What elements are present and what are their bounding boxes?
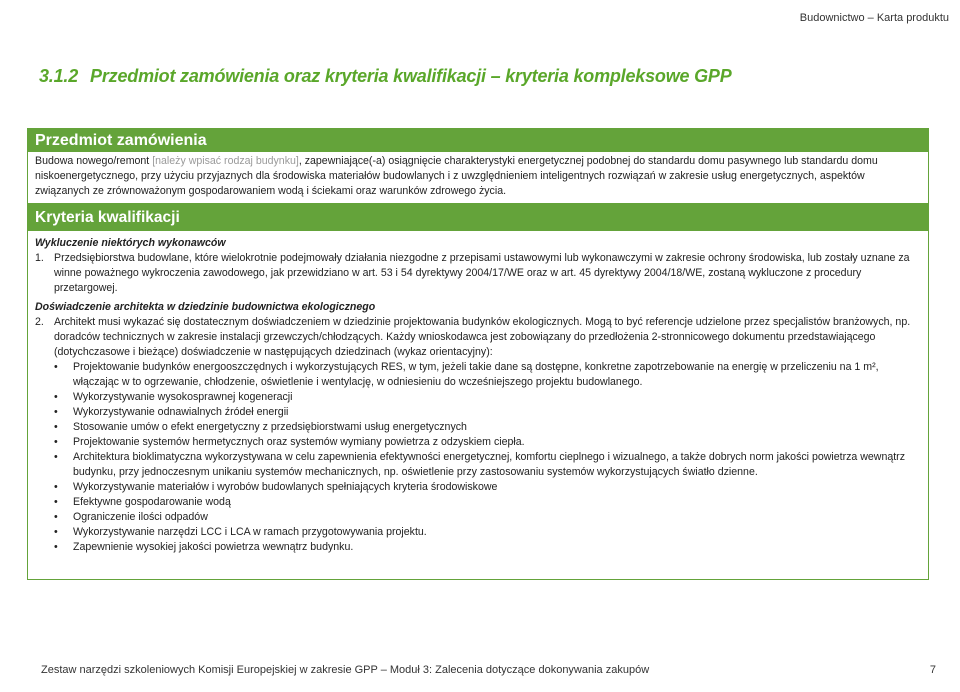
bullet-item <box>54 510 921 525</box>
exclusion-text: Przedsiębiorstwa budowlane, które wielokrotnie podejmowały działania niezgodne z przepisami ustawowymi lub wykonawczymi w zakresie ochrony środowiska, lub zostały uznane za winne poważnego wykroczenia zawodowego, jak przewidziano w art. 53 i 54 dyrektywy 2004/17/WE oraz w art. 45 dyrektywy 2004/18/WE, zostaną wykluczone z procedury przetargowej. <box>54 252 910 294</box>
bullet-item <box>54 525 921 540</box>
section-number: 3.1.2 <box>39 66 79 86</box>
exclusion-title: Wykluczenie niektórych wykonawców <box>35 237 226 249</box>
footer-text: Zestaw narzędzi szkoleniowych Komisji Europejskiej w zakresie GPP – Moduł 3: Zalecenia dotyczące dokonywania zakupów <box>41 664 650 676</box>
bullet-icon: • <box>54 406 58 418</box>
criteria-heading: Kryteria kwalifikacji <box>28 204 928 231</box>
running-header: Budownictwo – Karta produktu <box>799 12 949 24</box>
bullet-icon: • <box>54 361 58 373</box>
bullet-icon: • <box>54 496 58 508</box>
bullet-icon: • <box>54 526 58 538</box>
experience-text: Architekt musi wykazać się dostatecznym doświadczeniem w dziedzinie projektowania budynków ekologicznych. Mogą to być referencje udzielone przez specjalistów branżowych, np. doradców technicznych w zakresie instalacji grzewczych/chłodzących. Każdy wnioskodawca jest zobowiązany do przedłożenia 2-stronnicowego dokumentu przedstawiającego (dotychczasowe i bieżące) doświadczenie w następujących dziedzinach (wykaz orientacyjny): <box>54 316 911 358</box>
bullet-icon: • <box>54 481 58 493</box>
subject-paragraph <box>28 152 928 204</box>
criteria-table <box>27 128 929 580</box>
experience-bullet-list <box>35 360 921 555</box>
bullet-text: Architektura bioklimatyczna wykorzystywana w celu zapewnienia efektywności energetycznej, komfortu cieplnego i wizualnego, a także dobrych norm jakości powietrza wewnątrz budynku, przy jednoczesnym unikaniu systemów mechanicznych, np. oświetlenie przy zastosowaniu systemów wykorzystujących światło dzienne. <box>73 451 905 478</box>
bullet-icon: • <box>54 436 58 448</box>
subject-heading: Przedmiot zamówienia <box>28 129 928 152</box>
bullet-text: Wykorzystywanie narzędzi LCC i LCA w ramach przygotowywania projektu. <box>73 526 427 538</box>
subject-text-after: , zapewniające(-a) osiągnięcie charakterystyki energetycznej podobnej do standardu domu pasywnego lub standardu domu niskoenergetycznego, przy użyciu przyjaznych dla środowiska materiałów budowlanych i z uwzględnieniem inteligentnych rozwiązań w zakresie usług energetycznych, aspektów związanych ze zrównoważonym gospodarowaniem wodą i ściekami oraz warunków zdrowego życia. <box>35 155 878 197</box>
exclusion-item <box>35 251 921 296</box>
bullet-item <box>54 450 921 480</box>
bullet-text: Efektywne gospodarowanie wodą <box>73 496 231 508</box>
bullet-item <box>54 420 921 435</box>
bullet-text: Wykorzystywanie odnawialnych źródeł energii <box>73 406 289 418</box>
bullet-text: Stosowanie umów o efekt energetyczny z przedsiębiorstwami usług energetycznych <box>73 421 467 433</box>
bullet-item <box>54 405 921 420</box>
experience-item <box>35 315 921 360</box>
bullet-icon: • <box>54 451 58 463</box>
section-title <box>39 66 732 87</box>
bullet-item <box>54 390 921 405</box>
experience-number: 2. <box>35 316 44 328</box>
bullet-icon: • <box>54 421 58 433</box>
criteria-section <box>28 231 928 555</box>
bullet-item <box>54 480 921 495</box>
experience-title: Doświadczenie architekta w dziedzinie budownictwa ekologicznego <box>35 301 376 313</box>
bullet-text: Projektowanie budynków energooszczędnych i wykorzystujących RES, w tym, jeżeli takie dane są dostępne, konkretne zapotrzebowanie na energię w przeliczeniu na 1 m², włączając w to ogrzewanie, chłodzenie, oświetlenie i wentylację, w odniesieniu do wcześniejszego projektu budowlanego. <box>73 361 879 388</box>
bullet-text: Wykorzystywanie materiałów i wyrobów budowlanych spełniających kryteria środowiskowe <box>73 481 498 493</box>
bullet-item <box>54 435 921 450</box>
bullet-item <box>54 495 921 510</box>
exclusion-number: 1. <box>35 252 44 264</box>
bullet-icon: • <box>54 391 58 403</box>
bullet-icon: • <box>54 541 58 553</box>
section-title-text: Przedmiot zamówienia oraz kryteria kwalifikacji – kryteria kompleksowe GPP <box>90 66 732 86</box>
bullet-text: Zapewnienie wysokiej jakości powietrza wewnątrz budynku. <box>73 541 354 553</box>
building-type-placeholder: [należy wpisać rodzaj budynku] <box>152 155 299 167</box>
subject-text-before: Budowa nowego/remont <box>35 155 153 167</box>
bullet-text: Wykorzystywanie wysokosprawnej kogeneracji <box>73 391 293 403</box>
bullet-item <box>54 540 921 555</box>
page-number: 7 <box>929 664 936 676</box>
bullet-icon: • <box>54 511 58 523</box>
bullet-text: Projektowanie systemów hermetycznych oraz systemów wymiany powietrza z odzyskiem ciepła. <box>73 436 525 448</box>
bullet-item <box>54 360 921 390</box>
bullet-text: Ograniczenie ilości odpadów <box>73 511 208 523</box>
